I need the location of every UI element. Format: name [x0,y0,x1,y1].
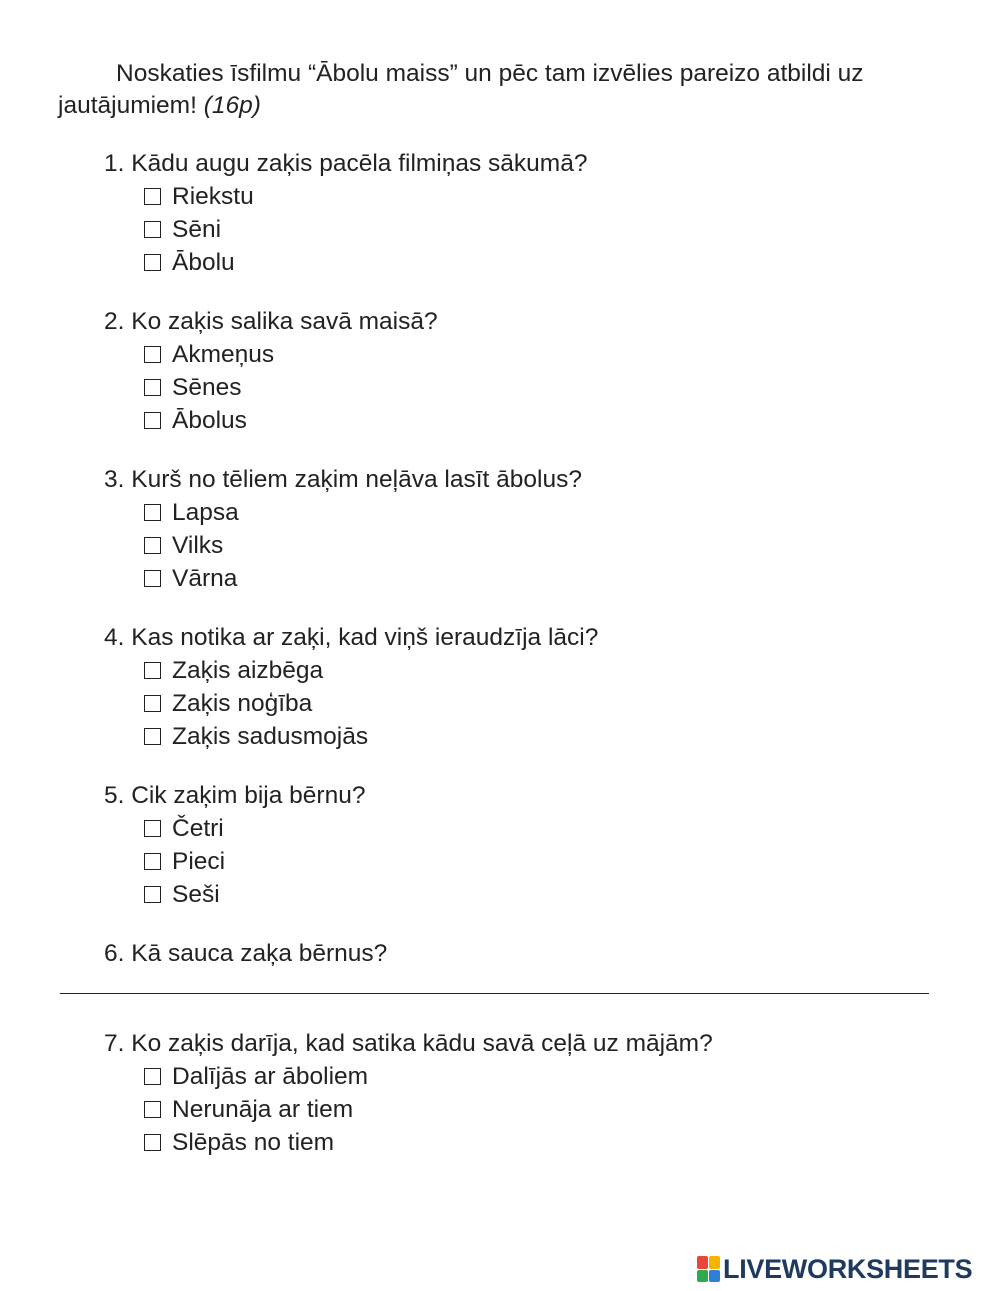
option-2-2[interactable] [144,371,241,404]
option-label: Nerunāja ar tiem [172,1096,354,1123]
checkbox[interactable] [144,570,161,587]
option-label: Ābolu [172,249,235,276]
option-label: Ābolus [172,407,247,434]
checkbox[interactable] [144,853,161,870]
option-label: Zaķis noģība [172,690,313,717]
answer-line[interactable] [60,993,929,994]
checkbox[interactable] [144,1134,161,1151]
option-1-3[interactable] [144,246,235,279]
question-7: 7. Ko zaķis darīja, kad satika kādu savā ceļā uz mājām? [104,1030,713,1057]
option-7-2[interactable] [144,1093,353,1126]
checkbox[interactable] [144,537,161,554]
option-label: Slēpās no tiem [172,1129,335,1156]
question-2: 2. Ko zaķis salika savā maisā? [104,308,438,335]
instructions-text: Noskaties īsfilmu “Ābolu maiss” un pēc tam izvēlies pareizo atbildi uz jautājumiem! [58,60,864,119]
option-4-1[interactable] [144,654,323,687]
option-7-1[interactable] [144,1060,368,1093]
checkbox[interactable] [144,695,161,712]
option-label: Zaķis aizbēga [172,657,324,684]
points-label: (16p) [203,92,261,119]
option-label: Vilks [172,532,224,559]
option-5-2[interactable] [144,845,225,878]
option-3-2[interactable] [144,529,223,562]
checkbox[interactable] [144,886,161,903]
option-label: Sēni [172,216,222,243]
checkbox[interactable] [144,728,161,745]
checkbox[interactable] [144,820,161,837]
logo-text: LIVEWORKSHEETS [723,1254,973,1284]
question-4: 4. Kas notika ar zaķi, kad viņš ieraudzīja lāci? [104,624,599,651]
checkbox[interactable] [144,346,161,363]
checkbox[interactable] [144,188,161,205]
option-2-1[interactable] [144,338,274,371]
option-label: Zaķis sadusmojās [172,723,369,750]
checkbox[interactable] [144,254,161,271]
checkbox[interactable] [144,662,161,679]
instructions [58,58,938,122]
option-7-3[interactable] [144,1126,334,1159]
option-3-1[interactable] [144,496,239,529]
option-4-3[interactable] [144,720,368,753]
option-label: Riekstu [172,183,254,210]
checkbox[interactable] [144,412,161,429]
liveworksheets-logo [697,1255,972,1283]
checkbox[interactable] [144,1101,161,1118]
option-label: Seši [172,881,220,908]
checkbox[interactable] [144,379,161,396]
liveworksheets-logo-icon [697,1256,720,1282]
option-4-2[interactable] [144,687,312,720]
option-3-3[interactable] [144,562,237,595]
checkbox[interactable] [144,221,161,238]
option-label: Četri [172,815,224,842]
option-1-2[interactable] [144,213,221,246]
option-label: Vārna [172,565,238,592]
checkbox[interactable] [144,504,161,521]
question-1: 1. Kādu augu zaķis pacēla filmiņas sākumā? [104,150,588,177]
option-label: Pieci [172,848,226,875]
option-1-1[interactable] [144,180,254,213]
option-5-1[interactable] [144,812,224,845]
question-6: 6. Kā sauca zaķa bērnus? [104,940,388,967]
question-5: 5. Cik zaķim bija bērnu? [104,782,366,809]
option-5-3[interactable] [144,878,220,911]
option-2-3[interactable] [144,404,247,437]
option-label: Lapsa [172,499,239,526]
question-3: 3. Kurš no tēliem zaķim neļāva lasīt ābolus? [104,466,582,493]
option-label: Sēnes [172,374,242,401]
checkbox[interactable] [144,1068,161,1085]
option-label: Dalījās ar āboliem [172,1063,369,1090]
option-label: Akmeņus [172,341,275,368]
